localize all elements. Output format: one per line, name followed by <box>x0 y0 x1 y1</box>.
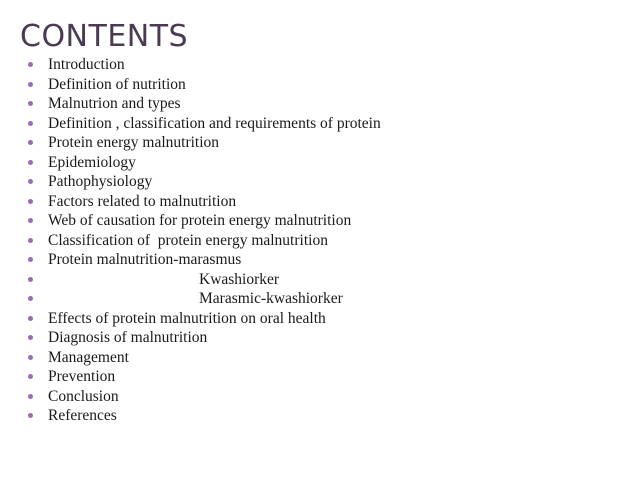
bullet-dot-icon <box>28 238 33 243</box>
bullet-dot-icon <box>28 374 33 379</box>
list-item <box>28 406 608 426</box>
list-item <box>28 153 608 173</box>
list-item <box>28 250 608 270</box>
list-item <box>28 75 608 95</box>
bullet-dot-icon <box>28 179 33 184</box>
bullet-dot-icon <box>28 140 33 145</box>
list-item <box>28 328 608 348</box>
list-item <box>28 231 608 251</box>
list-item-text: Management <box>48 348 129 366</box>
bullet-dot-icon <box>28 101 33 106</box>
list-item-text: Malnutrion and types <box>48 95 181 112</box>
list-item <box>28 348 608 368</box>
bullet-dot-icon <box>28 355 33 360</box>
list-item-text: Marasmic-kwashiorker <box>199 290 343 307</box>
list-item-text: Conclusion <box>48 387 119 405</box>
bullet-dot-icon <box>28 160 33 165</box>
list-item-text: Prevention <box>48 368 116 385</box>
list-item-text: Effects of protein malnutrition on oral health <box>48 309 326 327</box>
list-item-text: References <box>48 407 117 424</box>
list-item <box>28 114 608 134</box>
list-item-text: Kwashiorker <box>199 270 280 288</box>
bullet-dot-icon <box>28 316 33 321</box>
list-item-text: Definition of nutrition <box>48 75 186 93</box>
list-item-text: Protein malnutrition-marasmus <box>48 251 242 268</box>
list-item-text: Diagnosis of malnutrition <box>48 329 208 346</box>
bullet-dot-icon <box>28 82 33 87</box>
bullet-dot-icon <box>28 121 33 126</box>
list-item <box>28 270 608 290</box>
bullet-dot-icon <box>28 413 33 418</box>
bullet-dot-icon <box>28 394 33 399</box>
list-item-text: Pathophysiology <box>48 173 153 190</box>
slide-title: CONTENTS <box>20 19 189 54</box>
list-item <box>28 192 608 212</box>
list-item-text: Classification of protein energy malnutrition <box>48 231 328 249</box>
bullet-dot-icon <box>28 199 33 204</box>
list-item <box>28 367 608 387</box>
list-item-text: Epidemiology <box>48 153 136 171</box>
list-item-text: Web of causation for protein energy malnutrition <box>48 212 352 229</box>
bullet-dot-icon <box>28 218 33 223</box>
list-item <box>28 387 608 407</box>
list-item <box>28 172 608 192</box>
bullet-dot-icon <box>28 277 33 282</box>
list-item <box>28 211 608 231</box>
list-item <box>28 289 608 309</box>
list-item-text: Protein energy malnutrition <box>48 134 220 151</box>
contents-list <box>28 55 608 426</box>
bullet-dot-icon <box>28 296 33 301</box>
list-item-text: Definition , classification and requirements of protein <box>48 114 381 132</box>
bullet-dot-icon <box>28 62 33 67</box>
list-item <box>28 133 608 153</box>
list-item <box>28 94 608 114</box>
list-item <box>28 309 608 329</box>
bullet-dot-icon <box>28 257 33 262</box>
list-item-text: Introduction <box>48 56 125 73</box>
bullet-dot-icon <box>28 335 33 340</box>
list-item-text: Factors related to malnutrition <box>48 192 237 210</box>
list-item <box>28 55 608 75</box>
